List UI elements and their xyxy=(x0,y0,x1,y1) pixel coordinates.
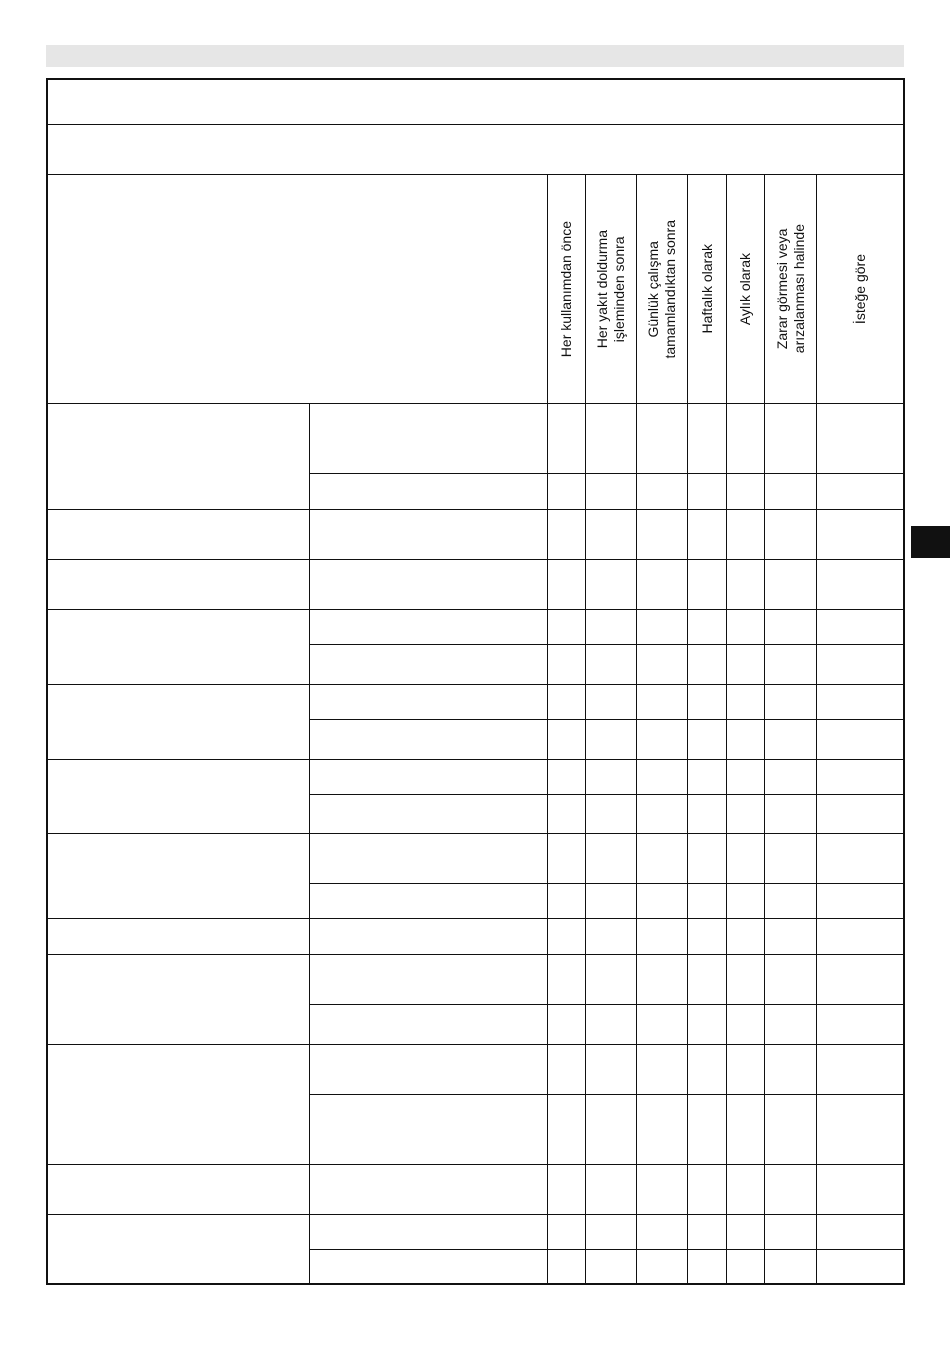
column-header-as-required: İsteğe göre xyxy=(851,253,868,325)
row-divider xyxy=(48,684,903,685)
row-divider xyxy=(309,1004,903,1005)
row-divider xyxy=(309,1249,903,1250)
row-divider xyxy=(309,794,903,795)
column-header-monthly: Aylık olarak xyxy=(737,252,753,326)
row-divider xyxy=(309,1094,903,1095)
row-divider xyxy=(309,473,903,474)
row-divider xyxy=(48,1044,903,1045)
row-divider xyxy=(48,559,903,560)
column-header-before-each-use: Her kullanımdan önce xyxy=(558,220,574,358)
column-divider xyxy=(309,403,310,1283)
maintenance-schedule-table xyxy=(46,78,905,1285)
row-divider xyxy=(48,124,903,125)
row-divider xyxy=(48,954,903,955)
row-divider xyxy=(48,1214,903,1215)
row-divider xyxy=(309,883,903,884)
row-divider xyxy=(309,719,903,720)
column-header-weekly: Haftalık olarak xyxy=(698,244,715,334)
column-header-if-damaged: Zarar görmesi veya arızalanması halinde xyxy=(773,224,807,354)
page-header-bar xyxy=(46,45,904,67)
row-divider xyxy=(48,509,903,510)
chapter-side-tab xyxy=(911,526,950,558)
row-divider xyxy=(309,644,903,645)
row-divider xyxy=(48,1164,903,1165)
column-header-after-refuelling: Her yakıt doldurma işleminden sonra xyxy=(594,229,627,349)
row-divider xyxy=(48,759,903,760)
row-divider xyxy=(48,918,903,919)
column-header-after-daily-work: Günlük çalışma tamamlandıktan sonra xyxy=(645,219,678,359)
row-divider xyxy=(48,609,903,610)
row-divider xyxy=(48,833,903,834)
row-divider xyxy=(48,403,903,404)
